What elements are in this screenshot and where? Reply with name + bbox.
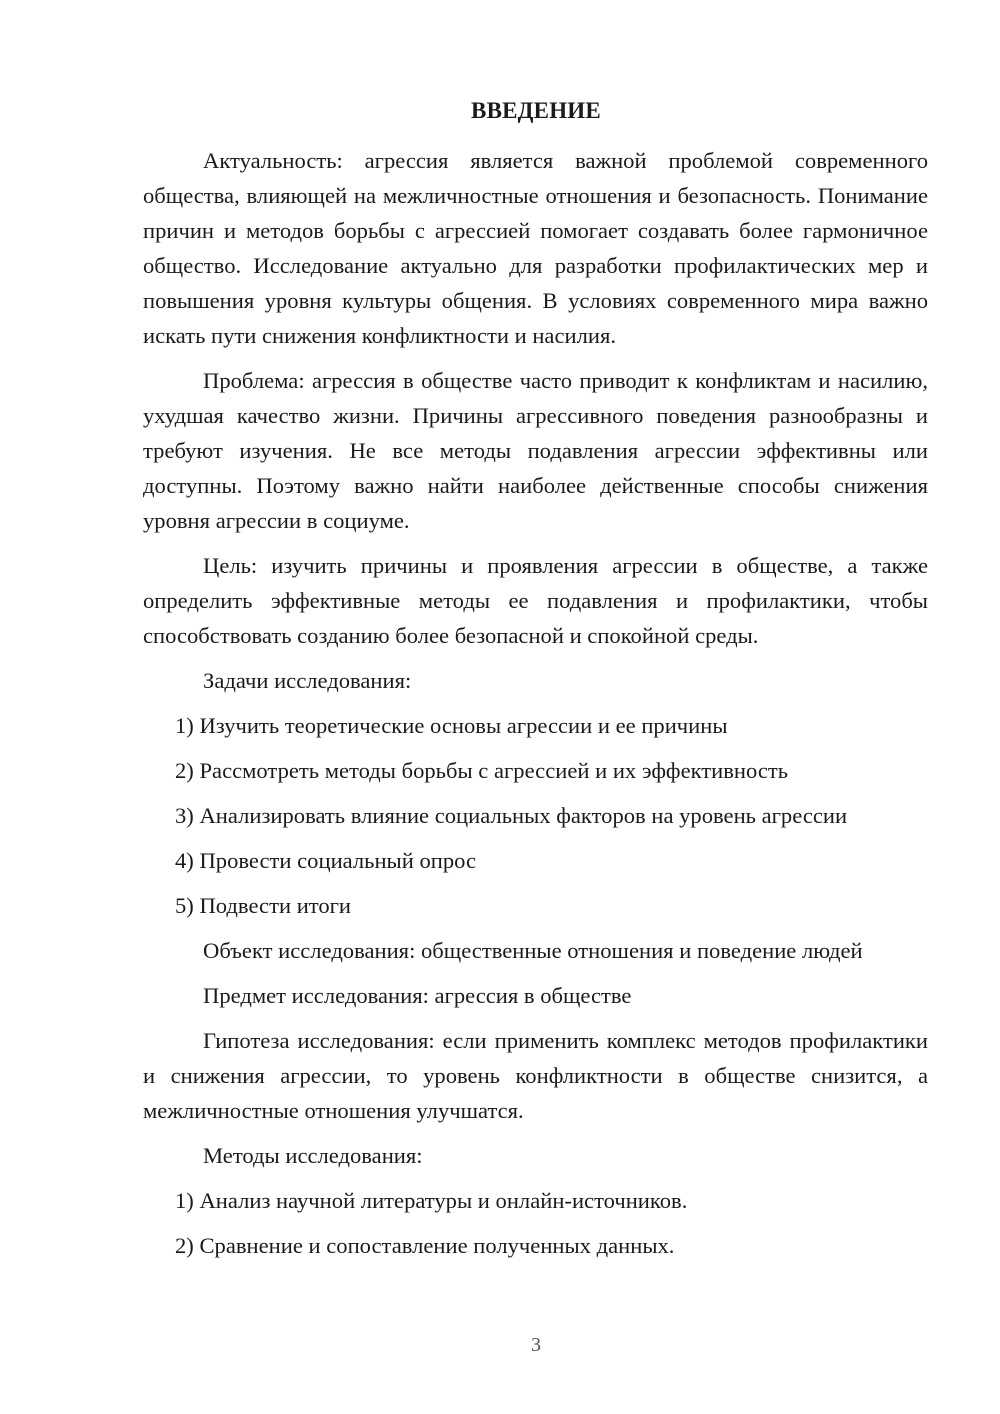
task-item: 3) Анализировать влияние социальных факторов на уровень агрессии bbox=[175, 803, 848, 828]
task-item: 5) Подвести итоги bbox=[175, 893, 352, 918]
task-item: 4) Провести социальный опрос bbox=[175, 848, 477, 873]
document-body bbox=[143, 143, 928, 1273]
object-line: Объект исследования: общественные отношения и поведение людей bbox=[203, 938, 863, 963]
methods-label: Методы исследования: bbox=[203, 1143, 423, 1168]
problem-paragraph: Проблема: агрессия в обществе часто приводит к конфликтам и насилию, ухудшая качество жизни. Причины агрессивного поведения разнообразны и требуют изучения. Не все методы подавления агрессии эффективны или доступны. Поэтому важно найти наиболее действенные способы снижения уровня агрессии в социуме. bbox=[143, 368, 928, 533]
page-number: 3 bbox=[531, 1334, 541, 1356]
method-item: 2) Сравнение и сопоставление полученных данных. bbox=[175, 1233, 675, 1258]
tasks-label: Задачи исследования: bbox=[203, 668, 412, 693]
subject-line: Предмет исследования: агрессия в обществе bbox=[203, 983, 632, 1008]
method-item: 1) Анализ научной литературы и онлайн-источников. bbox=[175, 1188, 688, 1213]
hypothesis-paragraph: Гипотеза исследования: если применить комплекс методов профилактики и снижения агрессии, то уровень конфликтности в обществе снизится, а межличностные отношения улучшатся. bbox=[143, 1028, 928, 1123]
task-item: 2) Рассмотреть методы борьбы с агрессией и их эффективность bbox=[175, 758, 789, 783]
goal-paragraph: Цель: изучить причины и проявления агрессии в обществе, а также определить эффективные методы ее подавления и профилактики, чтобы способствовать созданию более безопасной и спокойной среды. bbox=[143, 553, 928, 648]
relevance-paragraph: Актуальность: агрессия является важной проблемой современного общества, влияющей на межличностные отношения и безопасность. Понимание причин и методов борьбы с агрессией помогает создавать более гармоничное общество. Исследование актуально для разработки профилактических мер и повышения уровня культуры общения. В условиях современного мира важно искать пути снижения конфликтности и насилия. bbox=[143, 148, 928, 348]
task-item: 1) Изучить теоретические основы агрессии и ее причины bbox=[175, 713, 728, 738]
page-title: ВВЕДЕНИЕ bbox=[471, 98, 601, 123]
